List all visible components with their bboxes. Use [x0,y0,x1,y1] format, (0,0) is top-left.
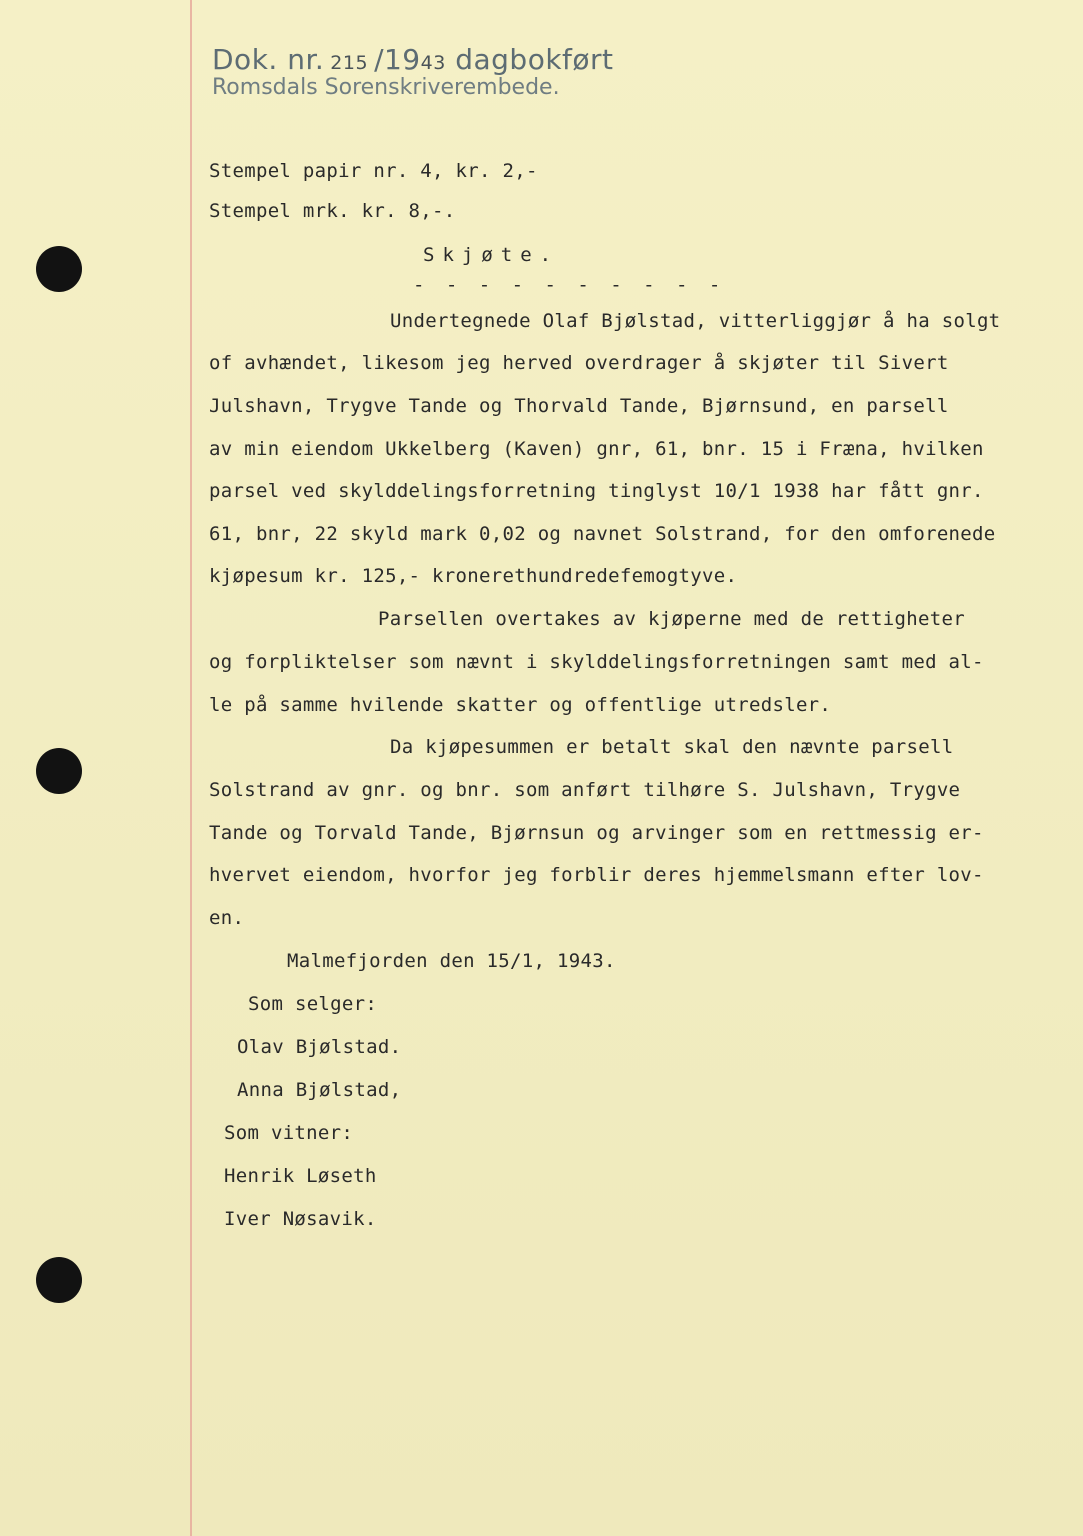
witness-signature: Iver Nøsavik. [224,1208,377,1230]
punch-hole [36,748,82,794]
seller-signature: Anna Bjølstad, [237,1079,402,1101]
stamp-mark-line: Stempel mrk. kr. 8,-. [209,200,456,222]
body-line: Da kjøpesummen er betalt skal den nævnte parsell [390,736,954,758]
body-line: hvervet eiendom, hvorfor jeg forblir deres hjemmelsmann efter lov- [209,864,984,886]
seller-signature: Olav Bjølstad. [237,1036,402,1058]
stamp-paper-line: Stempel papir nr. 4, kr. 2,- [209,160,538,182]
stamp-year-suffix: 43 [420,52,446,74]
punch-hole [36,1257,82,1303]
place-date-line: Malmefjorden den 15/1, 1943. [287,950,616,972]
body-line: en. [209,907,245,929]
margin-rule [190,0,192,1536]
stamp-year-prefix: /19 [374,43,421,76]
body-line: kjøpesum kr. 125,- kronerethundredefemogtyve. [209,565,738,587]
seller-heading: Som selger: [248,993,378,1015]
body-line: Julshavn, Trygve Tande og Thorvald Tande, Bjørnsund, en parsell [209,395,949,417]
stamp-status: dagbokført [455,43,614,76]
body-line: of avhændet, likesom jeg herved overdrager å skjøter til Sivert [209,352,949,374]
stamp-office: Romsdals Sorenskriverembede. [212,75,560,100]
stamp-number: 215 [330,52,369,74]
body-line: 61, bnr, 22 skyld mark 0,02 og navnet Solstrand, for den omforenede [209,523,996,545]
registry-stamp [212,43,614,100]
body-line: av min eiendom Ukkelberg (Kaven) gnr, 61, bnr. 15 i Fræna, hvilken [209,438,984,460]
witness-signature: Henrik Løseth [224,1165,377,1187]
title-underline: - - - - - - - - - - [413,274,726,296]
stamp-label: Dok. nr. [212,43,325,76]
body-line: og forpliktelser som nævnt i skylddelingsforretningen samt med al- [209,651,984,673]
body-line: Solstrand av gnr. og bnr. som anført tilhøre S. Julshavn, Trygve [209,779,961,801]
body-line: Undertegnede Olaf Bjølstad, vitterliggjør å ha solgt [390,310,1001,332]
document-title: Skjøte. [423,244,560,266]
witness-heading: Som vitner: [224,1122,354,1144]
body-line: Tande og Torvald Tande, Bjørnsun og arvinger som en rettmessig er- [209,822,984,844]
body-line: parsel ved skylddelingsforretning tinglyst 10/1 1938 har fått gnr. [209,480,984,502]
body-line: Parsellen overtakes av kjøperne med de rettigheter [378,608,965,630]
body-line: le på samme hvilende skatter og offentlige utredsler. [209,694,832,716]
punch-hole [36,246,82,292]
